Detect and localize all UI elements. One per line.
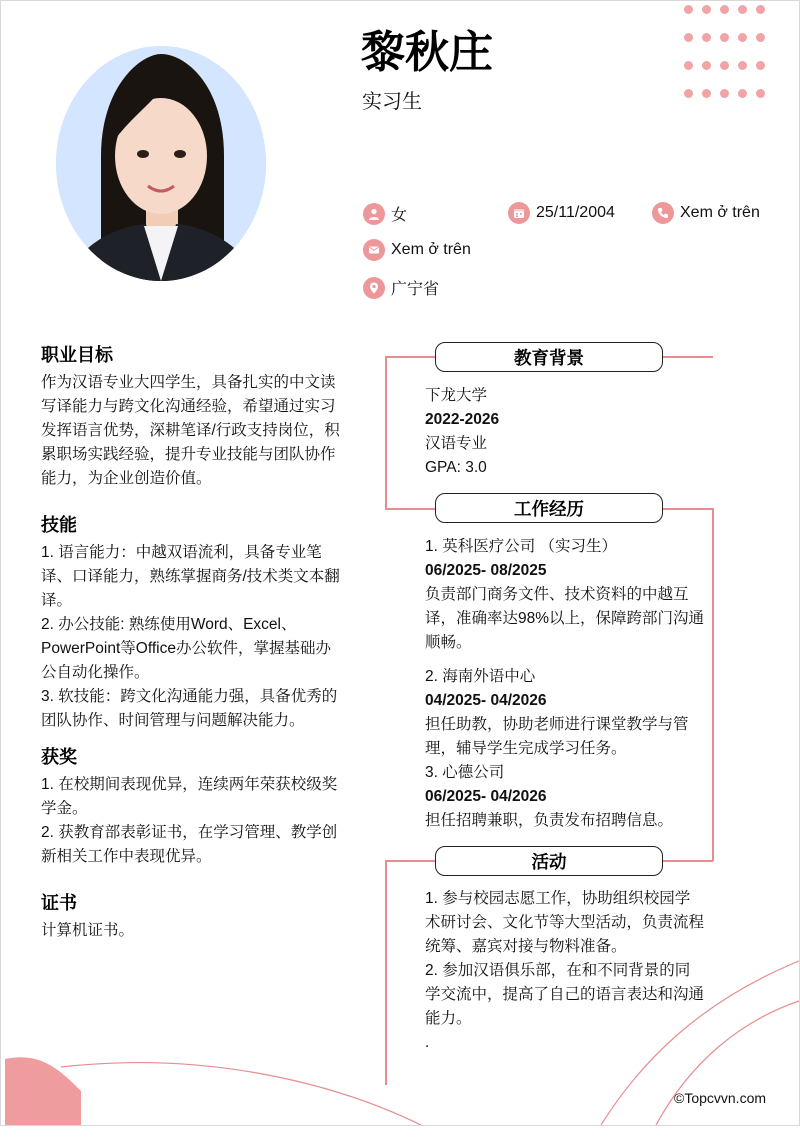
objective-title: 职业目标 <box>41 345 113 365</box>
job-period: 04/2025- 04/2026 <box>425 692 547 709</box>
decorative-dot <box>684 61 693 70</box>
mail-icon <box>363 239 385 261</box>
left-column <box>41 343 341 943</box>
job-description: 担任助教，协助老师进行课堂教学与管理，辅导学生完成学习任务。 <box>425 716 689 757</box>
gender-value: 女 <box>391 207 408 224</box>
activities-title: 活动 <box>435 846 663 876</box>
decorative-dot <box>720 33 729 42</box>
job-entry <box>425 665 705 761</box>
activities-section <box>425 887 705 1055</box>
decorative-dot <box>702 89 711 98</box>
decorative-dot <box>702 33 711 42</box>
info-gender <box>363 202 407 225</box>
certificates-section <box>41 891 341 943</box>
job-description: 担任招聘兼职，负责发布招聘信息。 <box>425 812 674 829</box>
decorative-dot <box>720 89 729 98</box>
certificates-text: 计算机证书。 <box>41 922 135 939</box>
person-icon <box>363 203 385 225</box>
connector-line <box>385 860 435 862</box>
job-period: 06/2025- 04/2026 <box>425 788 547 805</box>
experience-section <box>425 535 705 833</box>
education-section <box>425 384 705 480</box>
education-title: 教育背景 <box>435 342 663 372</box>
candidate-name: 黎秋庄 <box>361 28 493 77</box>
connector-line <box>712 508 714 861</box>
awards-section <box>41 745 341 869</box>
job-company: 3. 心德公司 <box>425 764 505 781</box>
activity-item: 1. 参与校园志愿工作，协助组织校园学术研讨会、文化节等大型活动，负责流程统筹、嘉宾对接与物料准备。 <box>425 890 705 955</box>
decorative-dot <box>756 89 765 98</box>
phone-icon <box>652 202 674 224</box>
decorative-dot <box>720 61 729 70</box>
email-value: Xem ở trên <box>391 241 471 258</box>
connector-line <box>663 356 713 358</box>
decorative-dot <box>756 5 765 14</box>
decorative-dot <box>756 33 765 42</box>
decorative-dot <box>702 5 711 14</box>
info-address <box>363 276 439 299</box>
job-entry <box>425 761 705 833</box>
activity-item: 2. 参加汉语俱乐部，在和不同背景的同学交流中，提高了自己的语言表达和沟通能力。 <box>425 962 705 1027</box>
objective-text: 作为汉语专业大四学生，具备扎实的中文读写译能力与跨文化沟通经验，希望通过实习发挥语言优势，深耕笔译/行政支持岗位，积累职场实践经验，提升专业技能与团队协作能力，为企业创造价值。 <box>41 374 340 487</box>
connector-line <box>663 860 713 862</box>
experience-title: 工作经历 <box>435 493 663 523</box>
certificates-title: 证书 <box>41 893 77 913</box>
decorative-dot <box>738 61 747 70</box>
objective-section <box>41 343 341 491</box>
connector-line <box>385 356 387 509</box>
award-item: 1. 在校期间表现优异，连续两年荣获校级奖学金。 <box>41 776 338 817</box>
decorative-dots <box>684 5 794 101</box>
info-email <box>363 239 471 261</box>
decorative-dot <box>738 5 747 14</box>
decorative-dot <box>702 61 711 70</box>
job-period: 06/2025- 08/2025 <box>425 562 547 579</box>
awards-title: 获奖 <box>41 747 77 767</box>
info-birthday <box>508 202 615 224</box>
job-company: 1. 英科医疗公司 （实习生） <box>425 538 618 555</box>
job-entry <box>425 535 705 655</box>
decorative-dot <box>684 33 693 42</box>
job-title: 实习生 <box>362 91 422 113</box>
connector-line <box>663 508 713 510</box>
decorative-dot <box>756 61 765 70</box>
job-description: 负责部门商务文件、技术资料的中越互译，准确率达98%以上，保障跨部门沟通顺畅。 <box>425 586 705 651</box>
skill-item: 2. 办公技能: 熟练使用Word、Excel、PowerPoint等Office办公软件，掌握基础办公自动化操作。 <box>41 616 331 681</box>
education-period: 2022-2026 <box>425 411 500 428</box>
education-gpa: GPA: 3.0 <box>425 459 487 476</box>
calendar-icon <box>508 202 530 224</box>
profile-photo <box>56 46 266 281</box>
connector-line <box>385 356 435 358</box>
skill-item: 1. 语言能力：中越双语流利，具备专业笔译、口译能力，熟练掌握商务/技术类文本翻译。 <box>41 544 340 609</box>
info-phone <box>652 202 760 224</box>
decorative-dot <box>684 89 693 98</box>
skills-title: 技能 <box>41 515 77 535</box>
education-major: 汉语专业 <box>425 435 488 452</box>
decorative-dot <box>738 89 747 98</box>
watermark: ©Topcvvn.com <box>674 1090 767 1106</box>
decorative-dot <box>738 33 747 42</box>
education-school: 下龙大学 <box>425 387 488 404</box>
connector-line <box>385 508 435 510</box>
address-value: 广宁省 <box>391 281 440 298</box>
location-pin-icon <box>363 277 385 299</box>
portrait-image <box>56 46 266 281</box>
connector-line <box>385 860 387 1085</box>
birthday-value: 25/11/2004 <box>536 204 615 221</box>
decorative-dot <box>684 5 693 14</box>
decorative-dot <box>720 5 729 14</box>
job-company: 2. 海南外语中心 <box>425 668 536 685</box>
skills-section <box>41 513 341 733</box>
activity-item: . <box>425 1034 430 1051</box>
skill-item: 3. 软技能：跨文化沟通能力强，具备优秀的团队协作、时间管理与问题解决能力。 <box>41 688 338 729</box>
award-item: 2. 获教育部表彰证书，在学习管理、教学创新相关工作中表现优异。 <box>41 824 338 865</box>
phone-value: Xem ở trên <box>680 204 760 221</box>
